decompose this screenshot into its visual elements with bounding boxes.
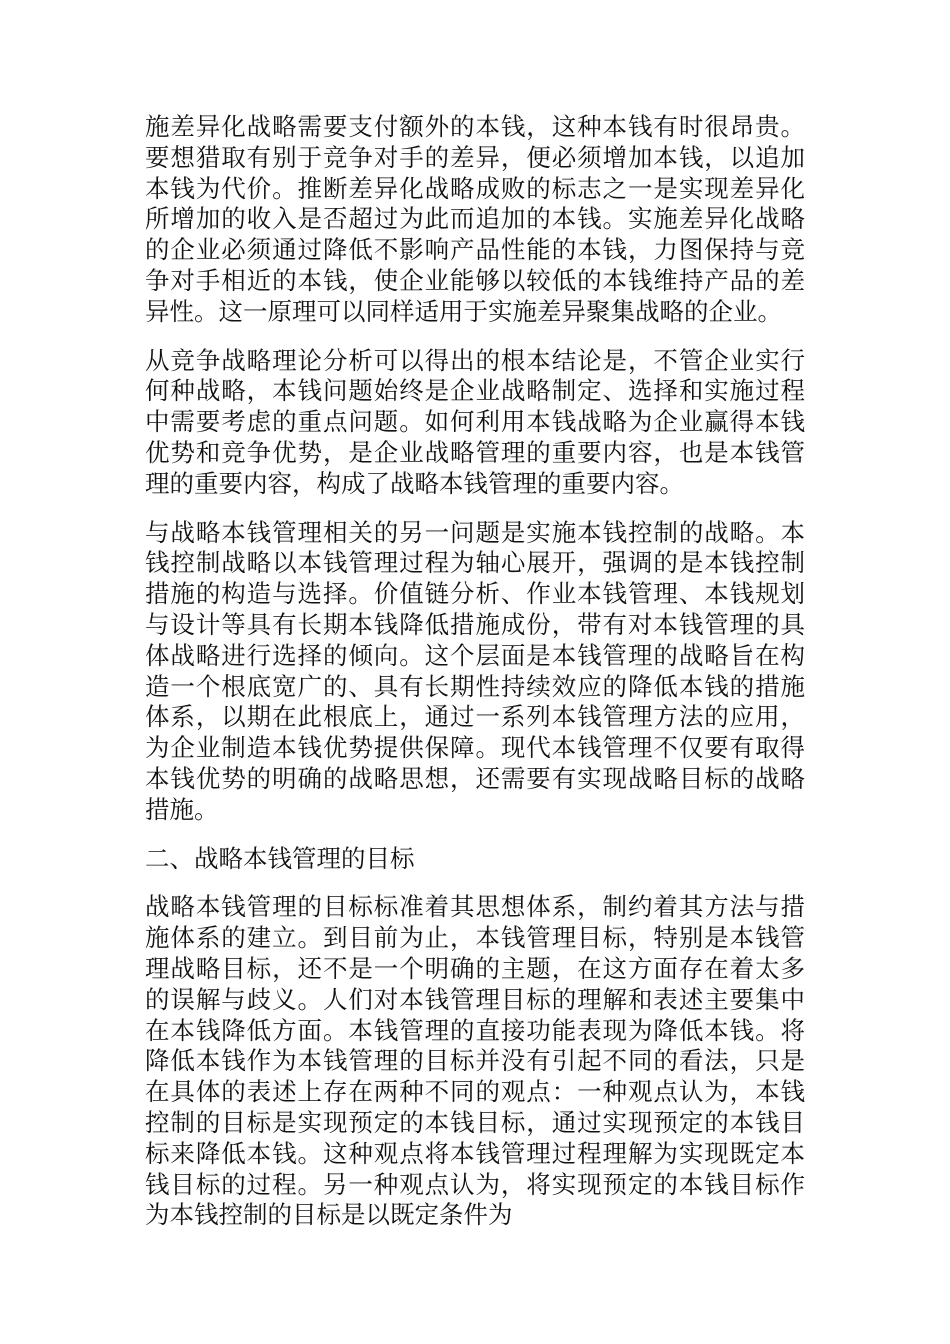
paragraph-competitive-strategy: 从竞争战略理论分析可以得出的根本结论是，不管企业实行何种战略，本钱问题始终是企业战略制定、选择和实施过程中需要考虑的重点问题。如何利用本钱战略为企业赢得本钱优势和竞争优势，是企业战略管理的重要内容，也是本钱管理的重要内容，构成了战略本钱管理的重要内容。 xyxy=(145,345,805,498)
paragraph-management-goal: 战略本钱管理的目标标准着其思想体系，制约着其方法与措施体系的建立。到目前为止，本钱管理目标，特别是本钱管理战略目标，还不是一个明确的主题，在这方面存在着太多的误解与歧义。人们对本钱管理目标的理解和表述主要集中在本钱降低方面。本钱管理的直接功能表现为降低本钱。将降低本钱作为本钱管理的目标并没有引起不同的看法，只是在具体的表述上存在两种不同的观点：一种观点认为，本钱控制的目标是实现预定的本钱目标，通过实现预定的本钱目标来降低本钱。这种观点将本钱管理过程理解为实现既定本钱目标的过程。另一种观点认为，将实现预定的本钱目标作为本钱控制的目标是以既定条件为 xyxy=(145,892,805,1230)
document-page xyxy=(145,112,805,1249)
paragraph-differentiation-cost: 施差异化战略需要支付额外的本钱，这种本钱有时很昂贵。要想猎取有别于竞争对手的差异，便必须增加本钱，以追加本钱为代价。推断差异化战略成败的标志之一是实现差异化所增加的收入是否超过为此而追加的本钱。实施差异化战略的企业必须通过降低不影响产品性能的本钱，力图保持与竞争对手相近的本钱，使企业能够以较低的本钱维持产品的差异性。这一原理可以同样适用于实施差异聚集战略的企业。 xyxy=(145,112,805,326)
paragraph-cost-control-strategy: 与战略本钱管理相关的另一问题是实施本钱控制的战略。本钱控制战略以本钱管理过程为轴心展开，强调的是本钱控制措施的构造与选择。价值链分析、作业本钱管理、本钱规划与设计等具有长期本钱降低措施成份，带有对本钱管理的具体战略进行选择的倾向。这个层面是本钱管理的战略旨在构造一个根底宽广的、具有长期性持续效应的降低本钱的措施体系，以期在此根底上，通过一系列本钱管理方法的应用，为企业制造本钱优势提供保障。现代本钱管理不仅要有取得本钱优势的明确的战略思想，还需要有实现战略目标的战略措施。 xyxy=(145,517,805,824)
section-heading: 二、战略本钱管理的目标 xyxy=(145,843,415,873)
